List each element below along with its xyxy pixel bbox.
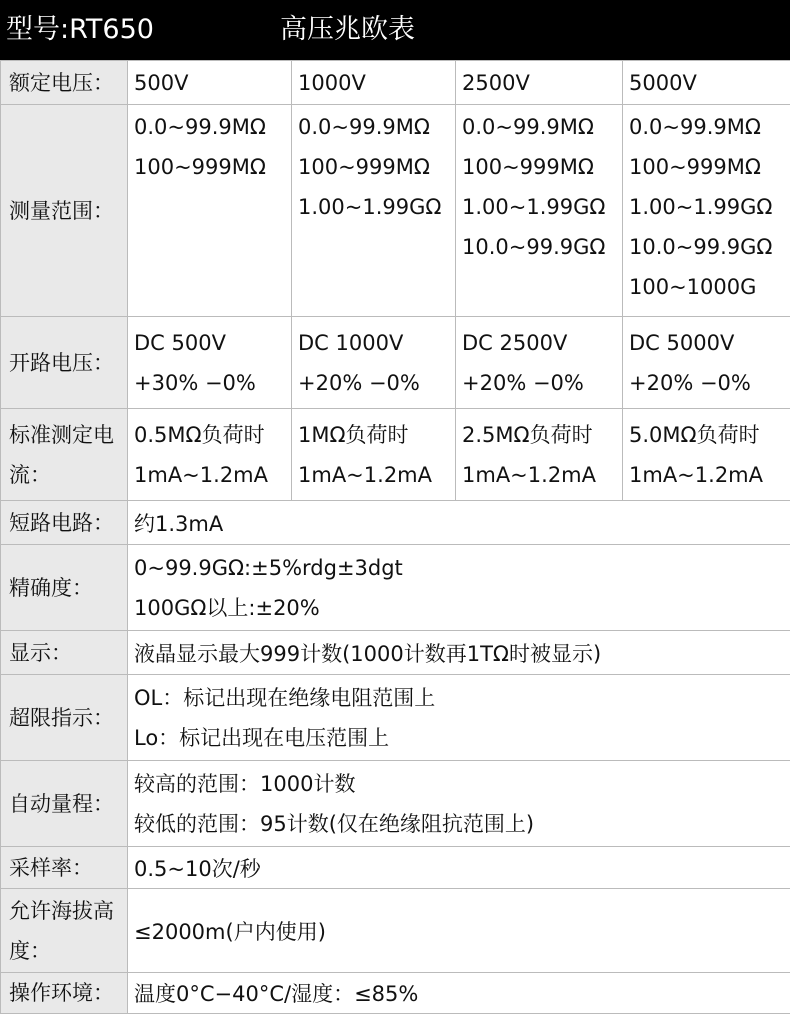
rated-voltage-label: 额定电压： — [1, 61, 128, 105]
open-voltage-tolerance: +30% −0% — [134, 363, 291, 403]
test-current-value: 1mA~1.2mA — [134, 455, 291, 495]
accuracy-values — [128, 545, 790, 631]
open-voltage-col-1000 — [292, 317, 456, 409]
range-col-2500 — [456, 105, 623, 317]
range-value: 10.0~99.9GΩ — [629, 227, 790, 267]
short-current-label: 短路电路： — [1, 501, 128, 545]
range-value: 0.0~99.9MΩ — [298, 107, 455, 147]
range-value: 1.00~1.99GΩ — [298, 187, 455, 227]
row-accuracy — [1, 545, 790, 631]
display-value: 液晶显示最大999计数(1000计数再1TΩ时被显示) — [128, 631, 790, 675]
accuracy-line: 100GΩ以上:±20% — [134, 588, 790, 628]
altitude-value: ≤2000m(户内使用) — [128, 889, 790, 973]
autorange-line: 较低的范围：95计数(仅在绝缘阻抗范围上) — [134, 804, 790, 844]
test-current-load: 1MΩ负荷时 — [298, 415, 455, 455]
rated-voltage-500: 500V — [128, 61, 292, 105]
row-display — [1, 631, 790, 675]
overrange-label: 超限指示： — [1, 675, 128, 761]
open-voltage-col-5000 — [623, 317, 790, 409]
row-altitude — [1, 889, 790, 973]
range-col-500 — [128, 105, 292, 317]
range-value: 1.00~1.99GΩ — [462, 187, 622, 227]
range-label: 测量范围： — [1, 105, 128, 317]
autorange-line: 较高的范围：1000计数 — [134, 764, 790, 804]
model-number: 型号:RT650 — [6, 0, 154, 60]
test-current-load: 2.5MΩ负荷时 — [462, 415, 622, 455]
range-value: 10.0~99.9GΩ — [462, 227, 622, 267]
open-voltage-tolerance: +20% −0% — [629, 363, 790, 403]
range-value: 100~1000G — [629, 267, 790, 307]
test-current-col-5000 — [623, 409, 790, 501]
range-col-1000 — [292, 105, 456, 317]
test-current-col-2500 — [456, 409, 623, 501]
overrange-line: Lo：标记出现在电压范围上 — [134, 718, 790, 758]
open-voltage-value: DC 2500V — [462, 323, 622, 363]
range-value: 100~999MΩ — [134, 147, 291, 187]
test-current-value: 1mA~1.2mA — [629, 455, 790, 495]
row-environment — [1, 973, 790, 1014]
open-voltage-col-500 — [128, 317, 292, 409]
open-voltage-col-2500 — [456, 317, 623, 409]
test-current-load: 5.0MΩ负荷时 — [629, 415, 790, 455]
environment-value: 温度0°C−40°C/湿度：≤85% — [128, 973, 790, 1014]
open-voltage-label: 开路电压： — [1, 317, 128, 409]
autorange-values — [128, 761, 790, 847]
rated-voltage-1000: 1000V — [292, 61, 456, 105]
row-short-current — [1, 501, 790, 545]
test-current-col-1000 — [292, 409, 456, 501]
row-sample-rate — [1, 847, 790, 889]
range-col-5000 — [623, 105, 790, 317]
row-range — [1, 105, 790, 317]
rated-voltage-2500: 2500V — [456, 61, 623, 105]
test-current-value: 1mA~1.2mA — [298, 455, 455, 495]
row-overrange — [1, 675, 790, 761]
range-value: 1.00~1.99GΩ — [629, 187, 790, 227]
open-voltage-tolerance: +20% −0% — [298, 363, 455, 403]
autorange-label: 自动量程： — [1, 761, 128, 847]
test-current-col-500 — [128, 409, 292, 501]
range-value: 100~999MΩ — [298, 147, 455, 187]
range-value: 100~999MΩ — [462, 147, 622, 187]
row-rated-voltage — [1, 61, 790, 105]
test-current-label: 标准测定电流： — [1, 409, 128, 501]
row-test-current — [1, 409, 790, 501]
open-voltage-tolerance: +20% −0% — [462, 363, 622, 403]
open-voltage-value: DC 5000V — [629, 323, 790, 363]
product-title: 高压兆欧表 — [280, 0, 415, 60]
range-value: 0.0~99.9MΩ — [462, 107, 622, 147]
range-value: 0.0~99.9MΩ — [134, 107, 291, 147]
rated-voltage-5000: 5000V — [623, 61, 790, 105]
overrange-line: OL：标记出现在绝缘电阻范围上 — [134, 678, 790, 718]
accuracy-label: 精确度： — [1, 545, 128, 631]
row-open-voltage — [1, 317, 790, 409]
open-voltage-value: DC 500V — [134, 323, 291, 363]
sample-rate-label: 采样率： — [1, 847, 128, 889]
accuracy-line: 0~99.9GΩ:±5%rdg±3dgt — [134, 548, 790, 588]
header-bar — [0, 0, 790, 60]
display-label: 显示： — [1, 631, 128, 675]
short-current-value: 约1.3mA — [128, 501, 790, 545]
environment-label: 操作环境： — [1, 973, 128, 1014]
spec-table — [0, 60, 790, 1014]
test-current-value: 1mA~1.2mA — [462, 455, 622, 495]
row-autorange — [1, 761, 790, 847]
sample-rate-value: 0.5~10次/秒 — [128, 847, 790, 889]
test-current-load: 0.5MΩ负荷时 — [134, 415, 291, 455]
overrange-values — [128, 675, 790, 761]
range-value: 0.0~99.9MΩ — [629, 107, 790, 147]
range-value: 100~999MΩ — [629, 147, 790, 187]
altitude-label: 允许海拔高度： — [1, 889, 128, 973]
open-voltage-value: DC 1000V — [298, 323, 455, 363]
